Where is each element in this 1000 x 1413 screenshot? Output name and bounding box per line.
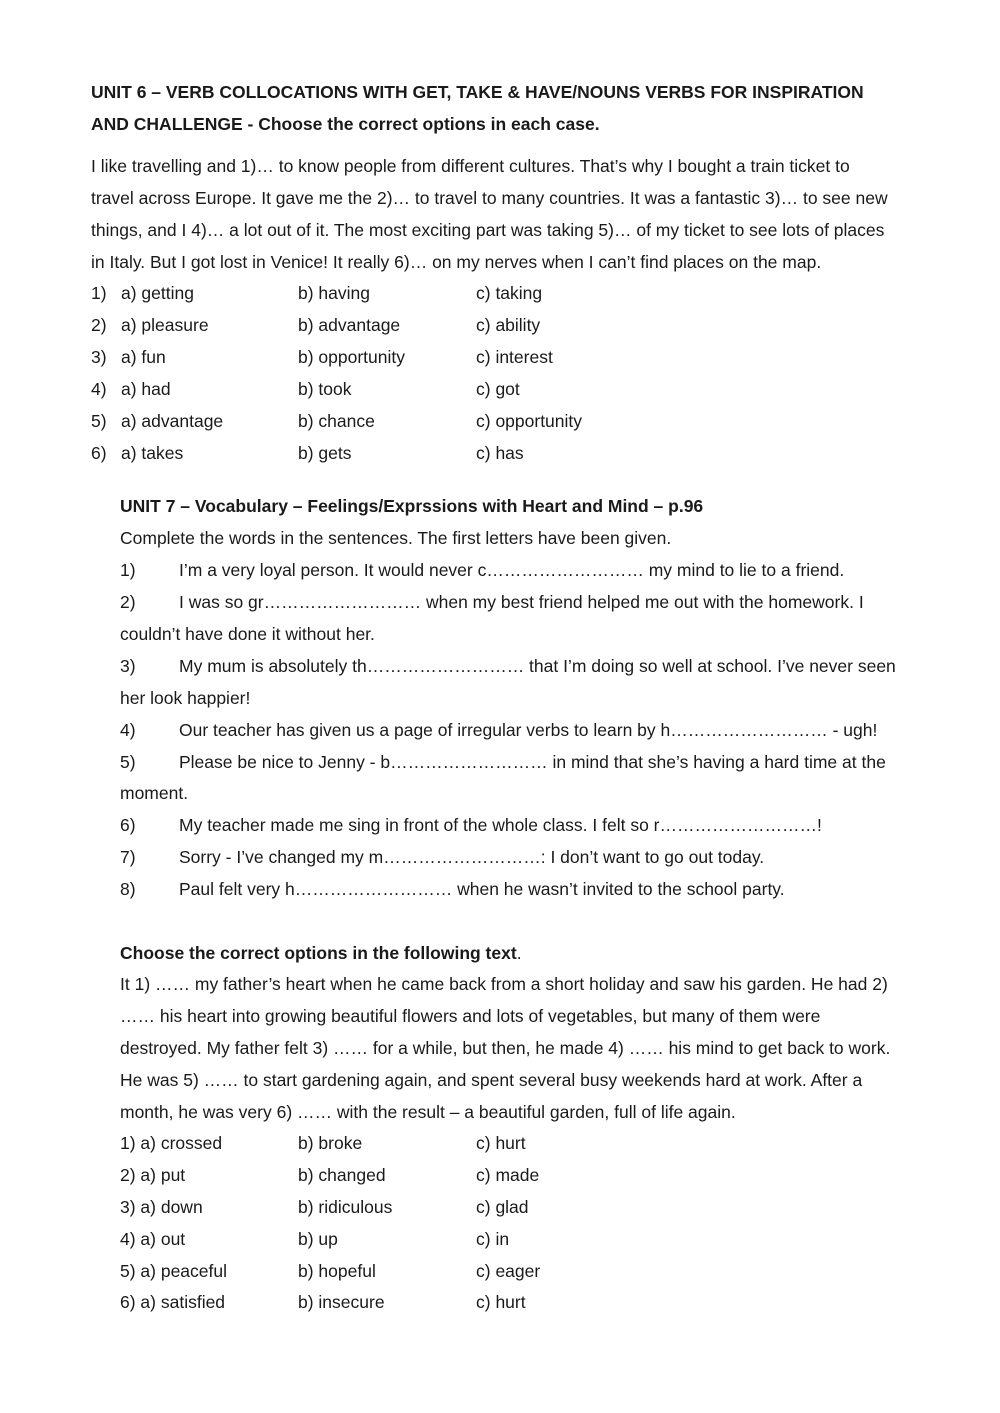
- unit7-instructions: Complete the words in the sentences. The first letters have been given.: [120, 528, 672, 548]
- option-number: 3): [91, 347, 107, 367]
- unit7-item: [120, 814, 822, 836]
- item-number: 7): [120, 847, 136, 867]
- item-text: Paul felt very h……………………… when he wasn’t invited to the school party.: [179, 879, 785, 899]
- unit7-item: [120, 846, 764, 868]
- item-text: Sorry - I’ve changed my m………………………: I don’t want to go out today.: [179, 847, 765, 867]
- option-c: c) eager: [476, 1261, 541, 1281]
- option-b: b) ridiculous: [298, 1197, 393, 1217]
- option-a: 6) a) satisfied: [120, 1292, 226, 1312]
- item-text-continued: couldn’t have done it without her.: [120, 624, 375, 644]
- option-b: b) insecure: [298, 1292, 385, 1312]
- option-b: b) up: [298, 1229, 338, 1249]
- unit6-passage-line: things, and I 4)… a lot out of it. The most exciting part was taking 5)… of my ticket to see lots of places: [91, 220, 885, 240]
- section3-passage-line: destroyed. My father felt 3) …… for a while, but then, he made 4) …… his mind to get back to work.: [120, 1038, 891, 1058]
- item-number: 1): [120, 560, 136, 580]
- option-a: a) fun: [121, 347, 166, 367]
- unit7-item: [120, 591, 864, 613]
- item-text: My mum is absolutely th……………………… that I’m doing so well at school. I’ve never seen: [179, 656, 896, 676]
- option-a: 5) a) peaceful: [120, 1261, 228, 1281]
- unit7-item: [120, 878, 785, 900]
- option-b: b) advantage: [298, 315, 401, 335]
- option-a: a) takes: [121, 443, 184, 463]
- option-b: b) broke: [298, 1133, 363, 1153]
- section3-passage-line: It 1) …… my father’s heart when he came back from a short holiday and saw his garden. He had 2): [120, 974, 888, 994]
- item-number: 4): [120, 720, 136, 740]
- item-text-continued: her look happier!: [120, 688, 251, 708]
- item-text: I’m a very loyal person. It would never c……………………… my mind to lie to a friend.: [179, 560, 845, 580]
- option-c: c) got: [476, 379, 520, 399]
- section3-passage-line: …… his heart into growing beautiful flowers and lots of vegetables, but many of them were: [120, 1006, 821, 1026]
- item-text: My teacher made me sing in front of the whole class. I felt so r………………………!: [179, 815, 822, 835]
- unit7-title: UNIT 7 – Vocabulary – Feelings/Exprssions with Heart and Mind – p.96: [120, 496, 704, 516]
- unit7-item: [120, 559, 844, 581]
- item-number: 6): [120, 815, 136, 835]
- option-b: b) hopeful: [298, 1261, 376, 1281]
- option-b: b) changed: [298, 1165, 386, 1185]
- option-a: 1) a) crossed: [120, 1133, 223, 1153]
- option-a: a) advantage: [121, 411, 224, 431]
- option-c: c) hurt: [476, 1292, 526, 1312]
- section3-title-period: .: [516, 943, 522, 963]
- option-a: 2) a) put: [120, 1165, 186, 1185]
- item-number: 3): [120, 656, 136, 676]
- section3-title-text: Choose the correct options in the following text: [120, 943, 517, 963]
- option-c: c) interest: [476, 347, 553, 367]
- option-number: 5): [91, 411, 107, 431]
- option-b: b) chance: [298, 411, 375, 431]
- option-c: c) in: [476, 1229, 510, 1249]
- option-a: a) getting: [121, 283, 194, 303]
- item-text: Please be nice to Jenny - b……………………… in mind that she’s having a hard time at the: [179, 752, 886, 772]
- option-c: c) glad: [476, 1197, 529, 1217]
- option-a: a) pleasure: [121, 315, 209, 335]
- option-b: b) having: [298, 283, 370, 303]
- option-number: 4): [91, 379, 107, 399]
- item-text: I was so gr……………………… when my best friend helped me out with the homework. I: [179, 592, 864, 612]
- item-number: 5): [120, 752, 136, 772]
- option-b: b) opportunity: [298, 347, 406, 367]
- option-c: c) hurt: [476, 1133, 526, 1153]
- option-c: c) taking: [476, 283, 543, 303]
- unit6-passage-line: I like travelling and 1)… to know people from different cultures. That’s why I bought a train ticket to: [91, 156, 850, 176]
- option-c: c) has: [476, 443, 524, 463]
- item-text: Our teacher has given us a page of irregular verbs to learn by h……………………… - ugh!: [179, 720, 878, 740]
- option-c: c) opportunity: [476, 411, 583, 431]
- unit7-item: [120, 751, 886, 773]
- unit7-item: [120, 719, 877, 741]
- unit6-title-line2: AND CHALLENGE - Choose the correct options in each case.: [91, 114, 600, 134]
- unit7-item: [120, 655, 896, 677]
- option-a: 3) a) down: [120, 1197, 203, 1217]
- unit6-passage-line: in Italy. But I got lost in Venice! It really 6)… on my nerves when I can’t find places on the map.: [91, 252, 822, 272]
- option-c: c) ability: [476, 315, 541, 335]
- section3-passage-line: He was 5) …… to start gardening again, and spent several busy weekends hard at work. After a: [120, 1070, 863, 1090]
- option-number: 6): [91, 443, 107, 463]
- item-number: 8): [120, 879, 136, 899]
- option-number: 2): [91, 315, 107, 335]
- option-b: b) took: [298, 379, 352, 399]
- option-a: 4) a) out: [120, 1229, 186, 1249]
- section3-title: [120, 942, 522, 964]
- item-number: 2): [120, 592, 136, 612]
- unit6-passage-line: travel across Europe. It gave me the 2)… to travel to many countries. It was a fantastic 3)… to see new: [91, 188, 888, 208]
- option-c: c) made: [476, 1165, 540, 1185]
- item-text-continued: moment.: [120, 783, 189, 803]
- option-a: a) had: [121, 379, 171, 399]
- section3-passage-line: month, he was very 6) …… with the result – a beautiful garden, full of life again.: [120, 1102, 736, 1122]
- option-number: 1): [91, 283, 107, 303]
- unit6-title-line1: UNIT 6 – VERB COLLOCATIONS WITH GET, TAKE & HAVE/NOUNS VERBS FOR INSPIRATION: [91, 82, 864, 102]
- option-b: b) gets: [298, 443, 352, 463]
